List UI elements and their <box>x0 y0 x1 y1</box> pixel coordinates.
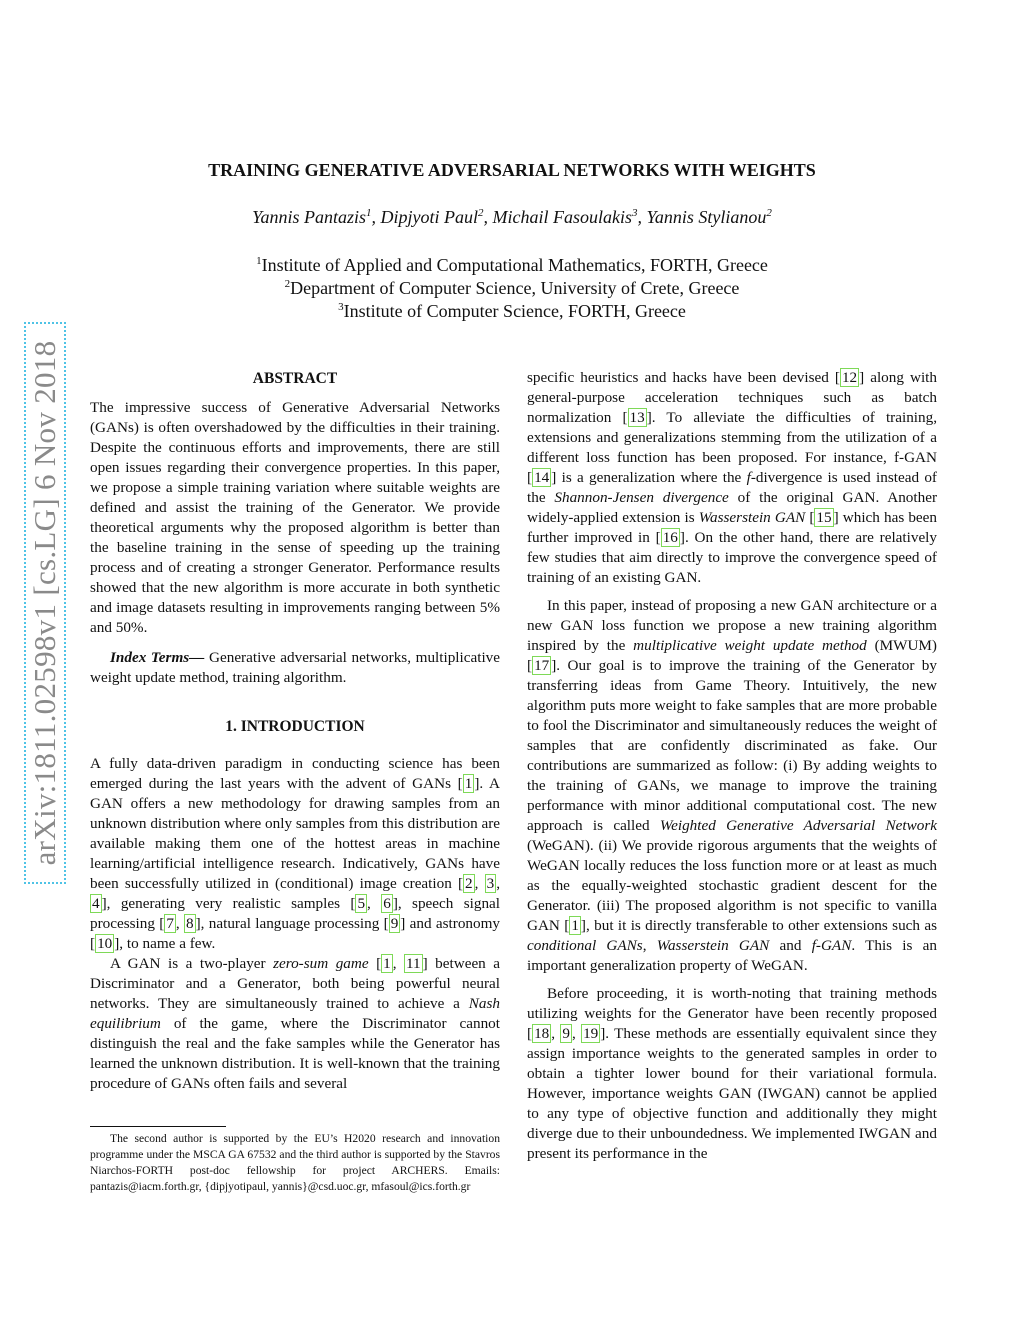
footnote: The second author is supported by the EU’s H2020 research and innovation programme under the MSCA GA 67532 and the third author is supported by the Stavros Niarchos-FORTH post-doc fellowship for project ARCHERS. Emails: pantazis@iacm.forth.gr, {dipjyotipaul, yannis}@csd.uoc.gr, mfasoul@ics.forth.gr <box>90 1132 500 1193</box>
footnote-rule <box>90 1126 226 1127</box>
left-column <box>90 368 500 1094</box>
abstract-heading: ABSTRACT <box>252 370 338 387</box>
affiliation: $^3$Institute of Computer Science, FORTH, Greece <box>338 301 686 321</box>
citation-link[interactable]: 16 <box>662 529 678 546</box>
citation-link[interactable]: 17 <box>534 657 550 674</box>
citation-link[interactable]: 8 <box>186 915 194 932</box>
citation-link[interactable]: 12 <box>841 369 858 386</box>
citation-link[interactable]: 10 <box>97 935 113 952</box>
citation-link[interactable]: 19 <box>583 1025 599 1042</box>
author-name: Yannis Pantazis <box>252 207 367 227</box>
citation-link[interactable]: 11 <box>406 955 421 972</box>
citation-link[interactable]: 1 <box>571 917 579 934</box>
citation-link[interactable]: 1 <box>383 955 391 972</box>
citation-link[interactable]: 7 <box>166 915 174 932</box>
abstract-text: The impressive success of Generative Adversarial Networks (GANs) is often overshadowed by the difficulties in their training. Despite the continuous efforts and improvements, there are still open issues regarding their convergence properties. In this paper, we propose a simple training variation where suitable weights are defined and assist the training of the Generator. We provide theoretical arguments why the proposed algorithm is better than the baseline training in the sense of speeding up the training process and of creating a stronger Generator. Performance results showed that the new algorithm is more accurate in both synthetic and image datasets resulting in improvements ranging between 5% and 50%. <box>90 399 500 636</box>
affiliation: $^1$Institute of Applied and Computational Mathematics, FORTH, Greece <box>256 255 768 275</box>
author-name: Michail Fasoulakis <box>492 207 632 227</box>
intro-paragraph-2: A GAN is a two-player zero-sum game [ 1 , 11 ] between a Discriminator and a Generator, both being powerful neural networks. They are simultaneously trained to achieve a Nash equilibrium of the game, where the Discriminator cannot distinguish the real and the fake samples while the Generator has learned the unknown distribution. It is well-known that the training procedure of GANs often fails and several <box>90 955 500 1092</box>
intro-paragraph-5: Before proceeding, it is worth-noting that training methods utilizing weights for the Generator have been recently proposed [ 18 , 9 , 19 ]. These methods are essentially equivalent since they assign importance weights to the generated samples in order to obtain a tighter lower bound for their variational formula. However, importance weights GAN (IWGAN) cannot be applied to any type of objective function and additionally they might diverge due to their unboundedness. We implemented IWGAN and present its performance in the <box>527 985 937 1162</box>
intro-paragraph-1: A fully data-driven paradigm in conducting science has been emerged during the last years with the advent of GANs [ 1 ]. A GAN offers a new methodology for drawing samples from an unknown distribution where only samples from this distribution are available making them one of the hottest areas in machine learning/artificial intelligence research. Indicatively, GANs have been successfully utilized in (conditional) image creation [ 2 , 3 , 4 ], generating very realistic samples [ 5 , 6 ], speech signal processing [ 7 , 8 ], natural language processing [ 9 ] and astronomy [ 10 ], to name a few. <box>90 755 501 952</box>
author-name: Yannis Stylianou <box>646 207 767 227</box>
citation-link[interactable]: 13 <box>629 409 645 426</box>
citation-link[interactable]: 15 <box>816 509 832 526</box>
intro-heading: 1. INTRODUCTION <box>225 718 365 735</box>
citation-link[interactable]: 2 <box>465 875 473 892</box>
right-column <box>527 368 937 1164</box>
citation-link[interactable]: 5 <box>357 895 366 912</box>
intro-paragraph-3: specific heuristics and hacks have been devised [ 12 ] along with general-purpose acceleration techniques such as batch normalization [ 13 ]. To alleviate the difficulties of training, extensions and generalizations stemming from the utilization of a different loss function has been proposed. For instance, f-GAN [ 14 ] is a generalization where the f-divergence is used instead of the Shannon-Jensen divergence of the original GAN. Another widely-applied extension is Wasserstein GAN [ 15 ] which has been further improved in [ 16 ]. On the other hand, there are relatively few studies that aim directly to improve the convergence speed of training of an existing GAN. <box>527 369 938 586</box>
citation-link[interactable]: 3 <box>486 875 495 892</box>
citation-link[interactable]: 18 <box>534 1025 550 1042</box>
citation-link[interactable]: 1 <box>464 775 473 792</box>
citation-link[interactable]: 9 <box>390 915 399 932</box>
author-name: Dipjyoti Paul <box>380 207 479 227</box>
affiliation: $^2$Department of Computer Science, University of Crete, Greece <box>284 278 740 298</box>
intro-paragraph-4: In this paper, instead of proposing a new GAN architecture or a new GAN loss function we propose a new training algorithm inspired by the multiplicative weight update method (MWUM) [ 17 ]. Our goal is to improve the training of the Generator by transferring ideas from Game Theory. Intuitively, the new algorithm puts more weight to fake samples that are more probable to fool the Discriminator and simultaneously reduces the weight of samples that are confidently discriminated as fake. Our contributions are summarized as follow: (i) By adding weights to the training of GANs, we manage to improve the training performance with minor additional computational cost. The new approach is called Weighted Generative Adversarial Network (WeGAN). (ii) We provide rigorous arguments that the weights of WeGAN locally reduces the loss function more or at least as much as the equally-weighted stochastic gradient descent for the Generator. (iii) The proposed algorithm is not specific to vanilla GAN [ 1 ], but it is directly transferable to other extensions such as conditional GANs, Wasserstein GAN and f-GAN. This is an important generalization property of WeGAN. <box>527 597 938 974</box>
arxiv-stamp[interactable]: arXiv:1811.02598v1 [cs.LG] 6 Nov 2018 <box>27 340 62 866</box>
citation-link[interactable]: 6 <box>383 895 391 912</box>
index-terms: Index Terms— Generative adversarial networks, multiplicative weight update method, training algorithm. <box>90 649 500 686</box>
citation-link[interactable]: 4 <box>92 895 100 912</box>
citation-link[interactable]: 14 <box>534 469 550 486</box>
paper-title: TRAINING GENERATIVE ADVERSARIAL NETWORKS WITH WEIGHTS <box>208 160 816 180</box>
author-list: Yannis Pantazis$^1$, Dipjyoti Paul$^2$, Michail Fasoulakis$^3$, Yannis Stylianou$^2$ <box>252 207 772 227</box>
citation-link[interactable]: 9 <box>562 1025 570 1042</box>
affiliations <box>0 254 1024 323</box>
